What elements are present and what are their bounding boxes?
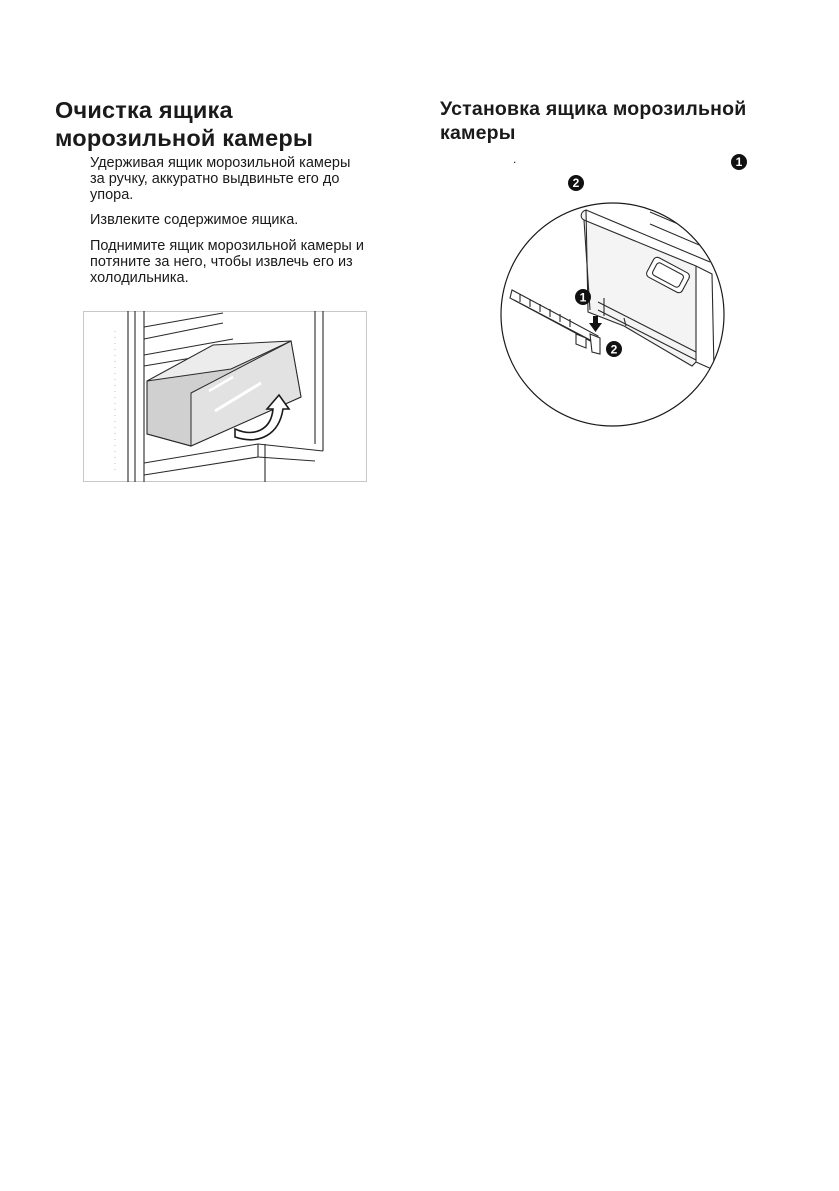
drawer-removal-illustration [83,311,367,482]
text-dot: . [513,152,517,166]
step3-line2: потяните за него, чтобы извлечь его из [90,254,353,270]
step-badge-2: 2 [568,175,584,191]
heading-line-2: морозильной камеры [55,125,314,151]
step-badge-1: 1 [731,154,747,170]
heading-line-2: камеры [440,122,516,144]
step1-line3: упора. [90,187,134,203]
cleaning-drawer-heading [55,96,313,152]
step3-line1: Поднимите ящик морозильной камеры и [90,238,364,254]
callout-1-label: 1 [579,290,587,305]
callout-1 [575,289,591,305]
step2-text: Извлеките содержимое ящика. [90,212,299,228]
step1-line1: Удерживая ящик морозильной камеры [90,155,351,171]
heading-line-1: Установка ящика морозильной [440,98,747,120]
callout-2-label: 2 [610,342,618,357]
step-lift-drawer [90,238,410,286]
step-hold-and-pull [90,155,410,203]
step1-line2: за ручку, аккуратно выдвиньте его до [90,171,340,187]
installing-drawer-heading [440,97,746,145]
heading-line-1: Очистка ящика [55,97,233,123]
drawer-installation-illustration [500,202,725,427]
step3-line3: холодильника. [90,270,189,286]
callout-2 [606,341,622,357]
step-remove-contents [90,212,410,228]
